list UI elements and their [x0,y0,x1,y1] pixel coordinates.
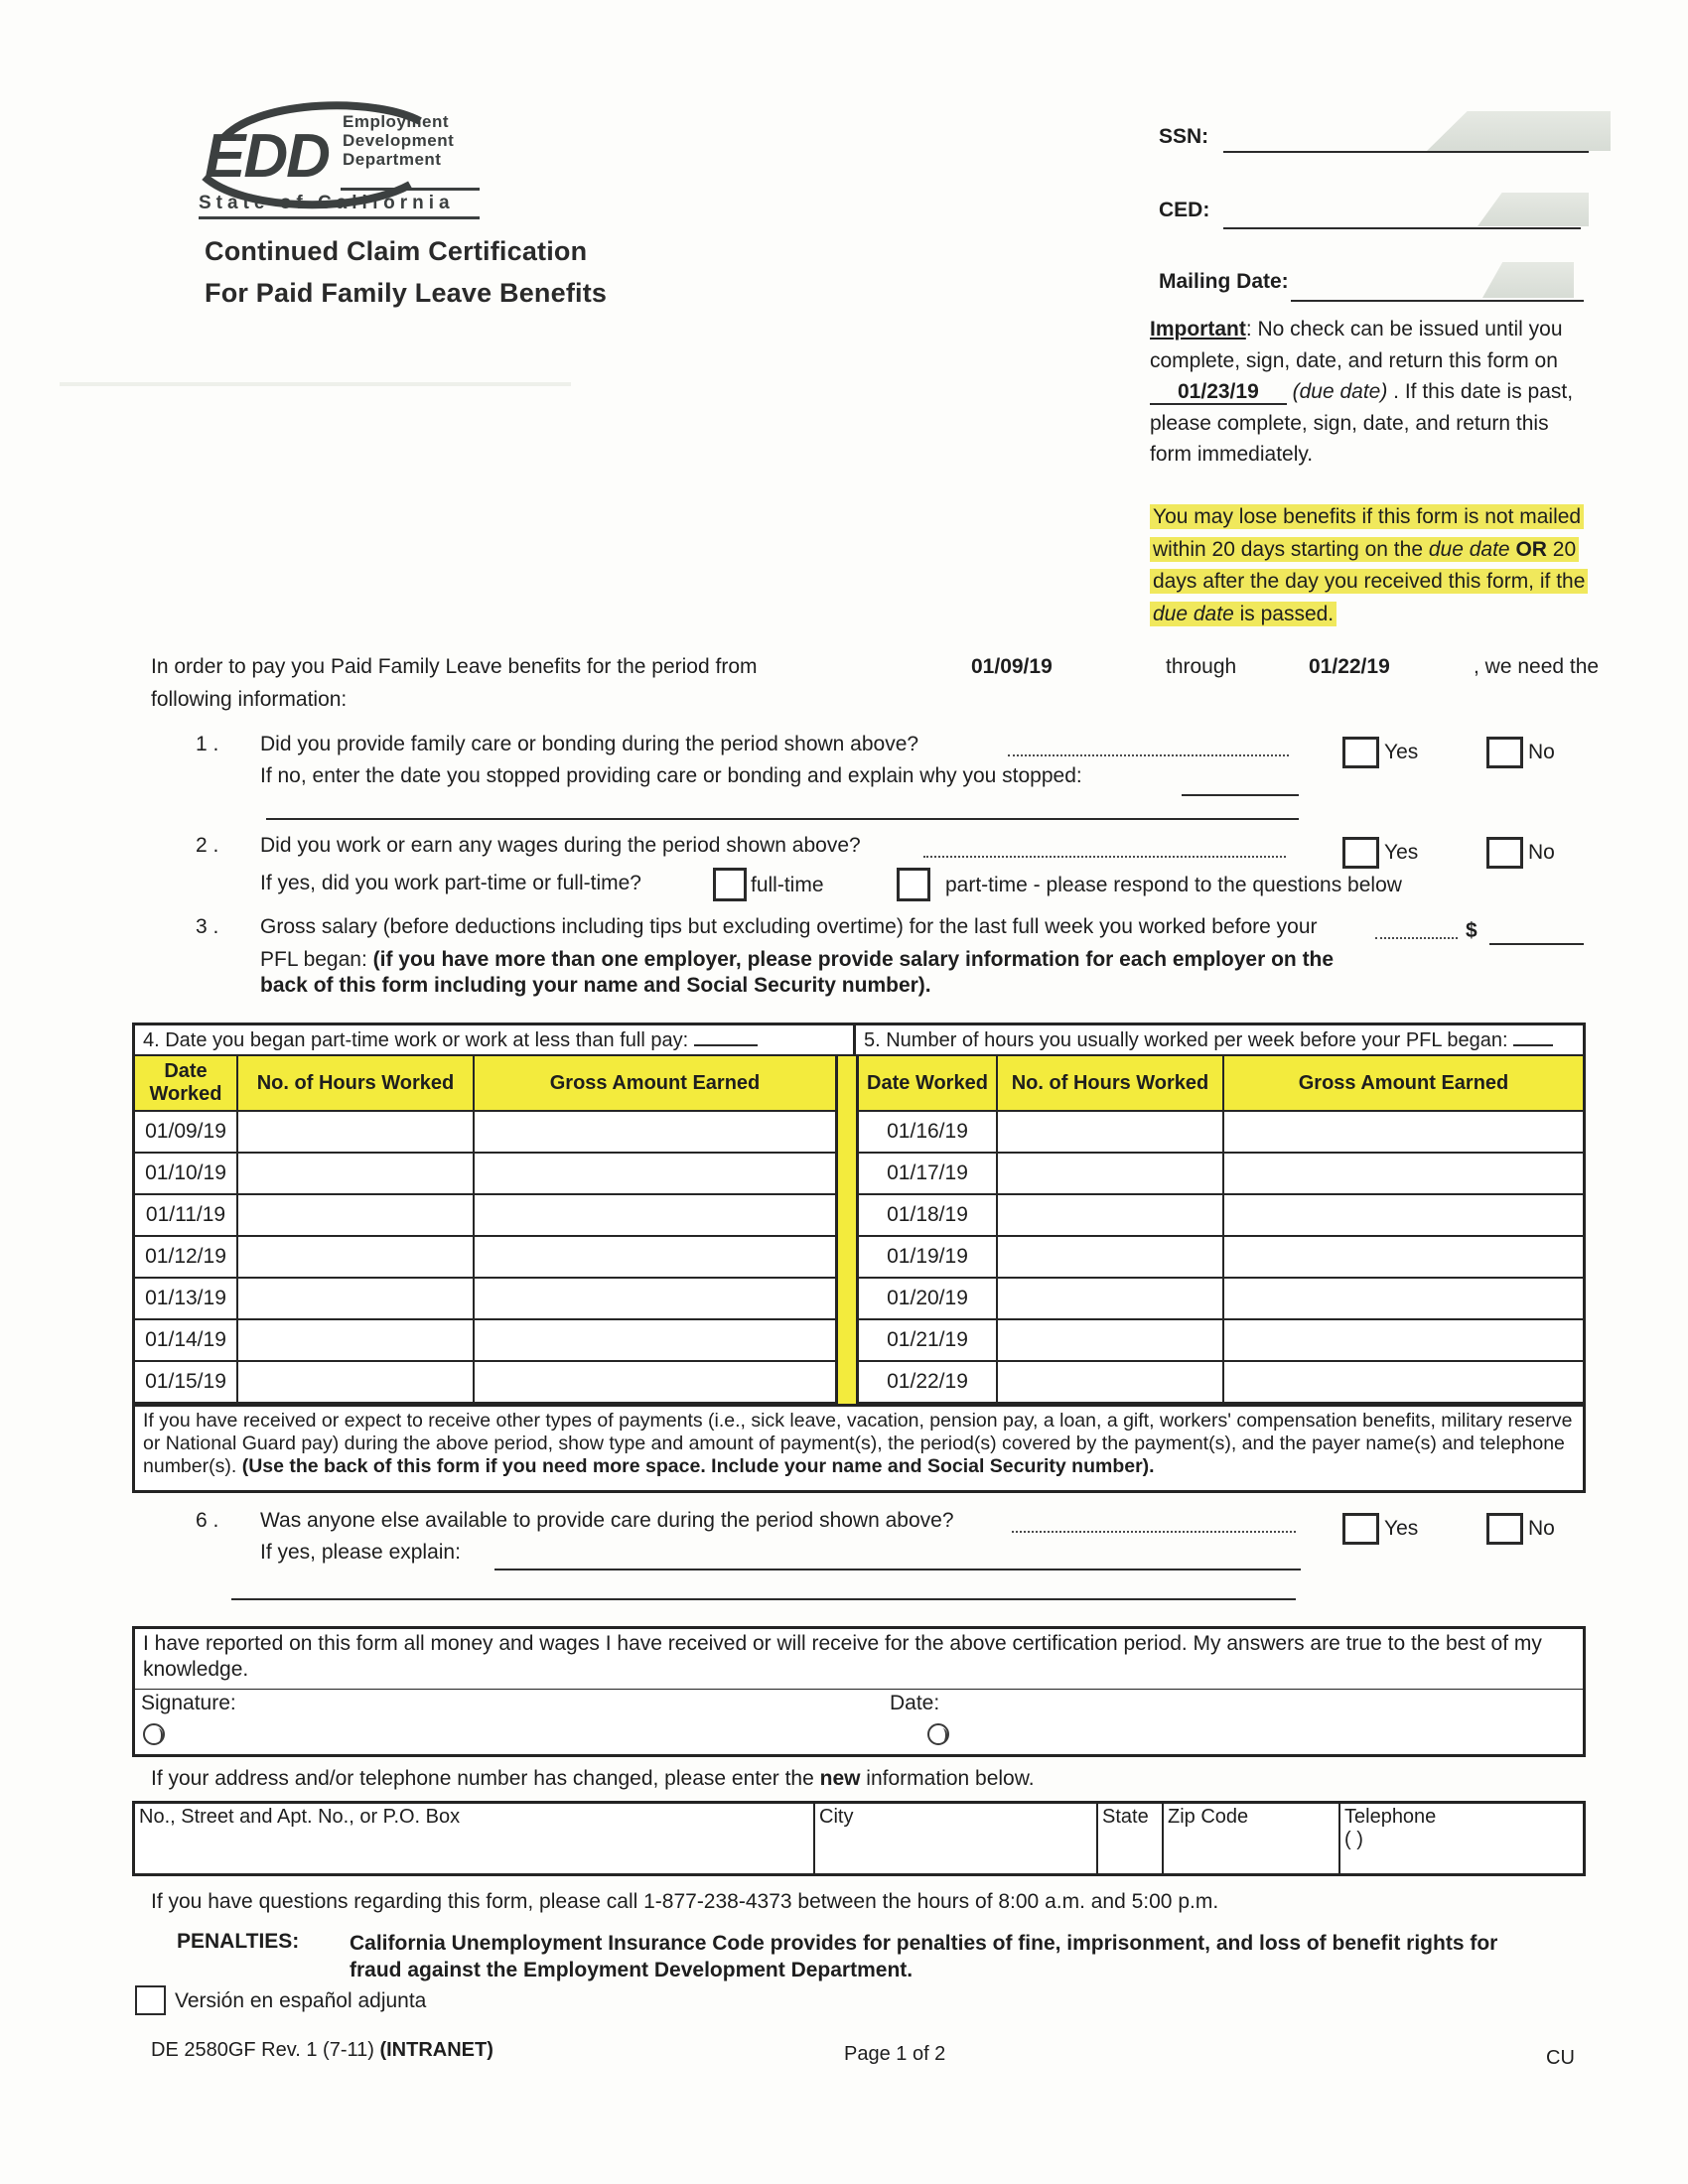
q1-line2: If no, enter the date you stopped providing care or bonding and explain why you stopped: [260,764,1082,787]
hours-worked-cell[interactable] [238,1195,475,1237]
important-notice [1150,314,1595,471]
hours-worked-cell[interactable] [998,1237,1224,1279]
date-stamp-icon [927,1723,949,1745]
gross-earned-cell[interactable] [475,1195,835,1237]
tables-main [135,1056,1583,1404]
address-note-pre: If your address and/or telephone number has changed, please enter the [151,1767,820,1790]
q2-leader [923,856,1286,858]
hours-worked-cell[interactable] [998,1195,1224,1237]
other-payments-note [135,1404,1583,1480]
date-worked-cell: 01/22/19 [859,1362,998,1404]
signature-stamp-icon [143,1723,165,1745]
address-note-bold: new [819,1767,861,1790]
q1-date-stopped-blank[interactable] [1182,794,1299,796]
table-row [135,1279,835,1320]
intro-through: through [1166,655,1237,678]
table-row [135,1237,835,1279]
spanish-version-checkbox[interactable] [135,1985,166,2015]
q1-leader [1008,754,1289,756]
q3-number: 3 . [196,915,219,938]
date-label: Date: [890,1692,940,1714]
date-worked-cell: 01/10/19 [135,1154,238,1195]
footer-page-number: Page 1 of 2 [844,2043,946,2065]
date-worked-cell: 01/17/19 [859,1154,998,1195]
q5-label: 5. Number of hours you usually worked per week before your PFL began: [864,1029,1508,1051]
gross-earned-cell[interactable] [475,1112,835,1154]
due-date-note: (due date) [1292,380,1388,403]
q1-yes-checkbox[interactable] [1342,737,1379,768]
date-worked-cell: 01/19/19 [859,1237,998,1279]
form-title-line1: Continued Claim Certification [205,236,588,266]
q2-no-label: No [1528,841,1555,864]
logo-department-lines [343,112,454,169]
gross-earned-cell[interactable] [1224,1112,1583,1154]
table-row [135,1154,835,1195]
note-bold: (Use the back of this form if you need more space. Include your name and Social Security number). [241,1454,1155,1477]
intro-line [151,655,1601,725]
col-date-worked: Date Worked [135,1056,238,1112]
q2-no-checkbox[interactable] [1486,837,1523,869]
city-cell[interactable] [815,1804,1098,1873]
address-change-note [151,1767,1035,1791]
q6-explain-line2[interactable] [231,1598,1296,1600]
q3-line1: Gross salary (before deductions including tips but excluding overtime) for the last full week you worked before your [260,915,1318,938]
q6-line2: If yes, please explain: [260,1541,461,1564]
mailing-date-input-line[interactable] [1291,300,1584,302]
footer-left-bold: (INTRANET) [379,2039,493,2061]
street-cell[interactable] [135,1804,815,1873]
hours-worked-cell[interactable] [998,1279,1224,1320]
q3-line2-bold: (if you have more than one employer, please provide salary information for each employer on the back of this form including your name and Social Security number). [260,948,1335,998]
parttime-label: part-time - please respond to the questions below [945,874,1402,896]
note-pre: If you have received or expect to receive other types of payments (i.e., sick leave, vacation, pension pay, a loan, a gift, workers' compensation benefits, military reserve or National Guard pay) during the above period, show type and amount of payment(s), the period(s) covered by the payment(s), and the payer name(s) and telephone number(s). [143,1410,1573,1477]
ced-label: CED: [1159,199,1210,221]
table-row [135,1195,835,1237]
table-row [859,1237,1583,1279]
date-worked-cell: 01/09/19 [135,1112,238,1154]
date-worked-cell: 01/15/19 [135,1362,238,1404]
hours-worked-cell[interactable] [238,1279,475,1320]
date-worked-cell: 01/12/19 [135,1237,238,1279]
warning-seg3: 20 days after the day you received this form, if the [1153,537,1586,594]
hours-worked-cell[interactable] [998,1112,1224,1154]
col-hours-worked: No. of Hours Worked [998,1056,1224,1112]
penalties-text: California Unemployment Insurance Code provides for penalties of fine, imprisonment, and loss of benefit rights for fraud against the Employment Development Department. [350,1932,1498,1982]
hours-worked-cell[interactable] [238,1362,475,1404]
certification-text: I have reported on this form all money and wages I have received or will receive for the above certification period. My answers are true to the best of my knowledge. [143,1632,1542,1682]
ced-input-line[interactable] [1223,227,1581,229]
gross-earned-cell[interactable] [475,1154,835,1195]
date-worked-cell: 01/18/19 [859,1195,998,1237]
logo-divider-top [341,188,480,191]
signature-label: Signature: [141,1692,236,1714]
hours-worked-cell[interactable] [238,1320,475,1362]
right-table-header [859,1056,1583,1112]
dept-line2: Development [343,131,455,151]
hours-worked-cell[interactable] [998,1154,1224,1195]
period-end-date: 01/22/19 [1309,655,1390,678]
gross-earned-cell[interactable] [1224,1320,1583,1362]
table-row [135,1112,835,1154]
scan-artifact [60,382,571,386]
address-table [132,1801,1586,1876]
mailing-date-redaction [1482,262,1574,298]
left-week-table [135,1056,838,1404]
ssn-redaction [1427,111,1611,151]
state-label: State [1102,1806,1149,1828]
intro-post: , we need the [1474,655,1600,678]
zip-cell[interactable] [1164,1804,1340,1873]
parttime-checkbox[interactable] [897,868,930,901]
gross-earned-cell[interactable] [1224,1279,1583,1320]
gross-earned-cell[interactable] [1224,1154,1583,1195]
table-row [859,1279,1583,1320]
q2-yes-checkbox[interactable] [1342,837,1379,869]
highlighted-warning [1150,501,1595,630]
work-tables [132,1023,1586,1493]
col-gross-earned: Gross Amount Earned [1224,1056,1583,1112]
ssn-label: SSN: [1159,125,1209,148]
q6-no-checkbox[interactable] [1486,1513,1523,1545]
table-row [135,1320,835,1362]
ssn-input-line[interactable] [1223,151,1589,153]
q5-blank[interactable] [1513,1030,1553,1046]
table-row [859,1195,1583,1237]
hours-worked-cell[interactable] [238,1237,475,1279]
important-label: Important [1150,318,1246,341]
footer-cu-mark: CU [1546,2047,1575,2069]
intro-line2: following information: [151,688,348,711]
phone-parens: ( ) [1344,1829,1363,1850]
gross-earned-cell[interactable] [1224,1237,1583,1279]
certification-box [132,1626,1586,1692]
edd-acronym: EDD [205,122,329,191]
yellow-divider-strip [838,1056,856,1404]
q2-number: 2 . [196,834,219,857]
warning-or: OR [1515,537,1547,561]
contact-line: If you have questions regarding this form, please call 1-877-238-4373 between the hours of 8:00 a.m. and 5:00 p.m. [151,1890,1219,1913]
zip-label: Zip Code [1168,1806,1249,1828]
table-question-labels [135,1025,1583,1056]
state-cell[interactable] [1098,1804,1164,1873]
q6-explain-line1[interactable] [494,1569,1301,1570]
warning-seg1: You may lose benefits if this form is not mailed within 20 days starting on the [1153,505,1582,561]
q4-blank[interactable] [694,1030,758,1046]
col-gross-earned: Gross Amount Earned [475,1056,835,1112]
q6-yes-label: Yes [1384,1517,1419,1540]
q6-yes-checkbox[interactable] [1342,1513,1379,1545]
q1-no-label: No [1528,741,1555,763]
form-title-line2: For Paid Family Leave Benefits [205,278,608,308]
date-worked-cell: 01/21/19 [859,1320,998,1362]
q1-no-checkbox[interactable] [1486,737,1523,768]
warning-seg4: is passed. [1233,602,1335,625]
col-date-worked: Date Worked [859,1056,998,1112]
q3-amount-blank[interactable] [1489,943,1584,945]
q3-line2 [260,947,1342,1000]
date-worked-cell: 01/14/19 [135,1320,238,1362]
gross-earned-cell[interactable] [475,1362,835,1404]
important-seg2: . If this date is past, please complete, sign, date, and return this form immediately. [1150,380,1574,466]
q6-line1: Was anyone else available to provide care during the period shown above? [260,1509,954,1532]
q3-dollar-sign: $ [1466,919,1477,942]
q1-number: 1 . [196,733,219,755]
street-label: No., Street and Apt. No., or P.O. Box [139,1806,461,1828]
q1-explain-line[interactable] [266,818,1299,820]
q6-no-label: No [1528,1517,1555,1540]
q1-yes-label: Yes [1384,741,1419,763]
q3-leader [1375,937,1458,939]
gross-earned-cell[interactable] [475,1237,835,1279]
hours-worked-cell[interactable] [998,1362,1224,1404]
ced-redaction [1477,193,1589,226]
q2-line1: Did you work or earn any wages during the period shown above? [260,834,861,857]
fulltime-checkbox[interactable] [713,868,747,901]
hours-worked-cell[interactable] [998,1320,1224,1362]
phone-label: Telephone [1344,1806,1437,1828]
q2-yes-label: Yes [1384,841,1419,864]
dept-line3: Department [343,150,442,170]
q4-label: 4. Date you began part-time work or work at less than full pay: [143,1029,689,1051]
date-input-line[interactable] [931,1745,1329,1747]
q5-label-cell [856,1025,1583,1054]
due-date-value: 01/23/19 [1150,380,1287,405]
q1-line1: Did you provide family care or bonding during the period shown above? [260,733,919,755]
hours-worked-cell[interactable] [238,1112,475,1154]
spanish-version-label: Versión en español adjunta [175,1989,427,2012]
gross-earned-cell[interactable] [475,1279,835,1320]
gross-earned-cell[interactable] [1224,1195,1583,1237]
phone-cell[interactable] [1340,1804,1583,1873]
date-worked-cell: 01/13/19 [135,1279,238,1320]
important-seg1: : No check can be issued until you complete, sign, date, and return this form on [1150,318,1563,372]
q4-label-cell [135,1025,856,1054]
logo-divider-bottom [199,216,480,219]
date-worked-cell: 01/11/19 [135,1195,238,1237]
table-row [859,1362,1583,1404]
date-worked-cell: 01/20/19 [859,1279,998,1320]
signature-box [132,1690,1586,1757]
address-note-post: information below. [860,1767,1035,1790]
q2-line2: If yes, did you work part-time or full-time? [260,872,641,894]
mailing-date-label: Mailing Date: [1159,270,1289,293]
fulltime-label: full-time [751,874,824,896]
table-row [859,1154,1583,1195]
gross-earned-cell[interactable] [1224,1362,1583,1404]
right-week-table [856,1056,1583,1404]
footer-left: DE 2580GF Rev. 1 (7-11) [151,2039,380,2061]
intro-pre: In order to pay you Paid Family Leave benefits for the period from [151,655,758,678]
city-label: City [819,1806,854,1828]
table-row [135,1362,835,1404]
gross-earned-cell[interactable] [475,1320,835,1362]
period-start-date: 01/09/19 [971,655,1053,678]
q6-leader [1012,1531,1296,1533]
warning-due-date-1: due date [1428,537,1510,561]
date-worked-cell: 01/16/19 [859,1112,998,1154]
col-hours-worked: No. of Hours Worked [238,1056,475,1112]
q6-number: 6 . [196,1509,219,1532]
logo-state-text: State of California [199,193,455,213]
footer-form-number [151,2039,493,2062]
signature-input-line[interactable] [175,1745,850,1747]
penalties-label: PENALTIES: [177,1930,300,1953]
hours-worked-cell[interactable] [238,1154,475,1195]
q3-line2-pre: PFL began: [260,948,373,971]
dept-line1: Employment [343,112,450,131]
warning-due-date-2: due date [1153,602,1234,625]
table-row [859,1112,1583,1154]
left-table-header [135,1056,835,1112]
table-row [859,1320,1583,1362]
